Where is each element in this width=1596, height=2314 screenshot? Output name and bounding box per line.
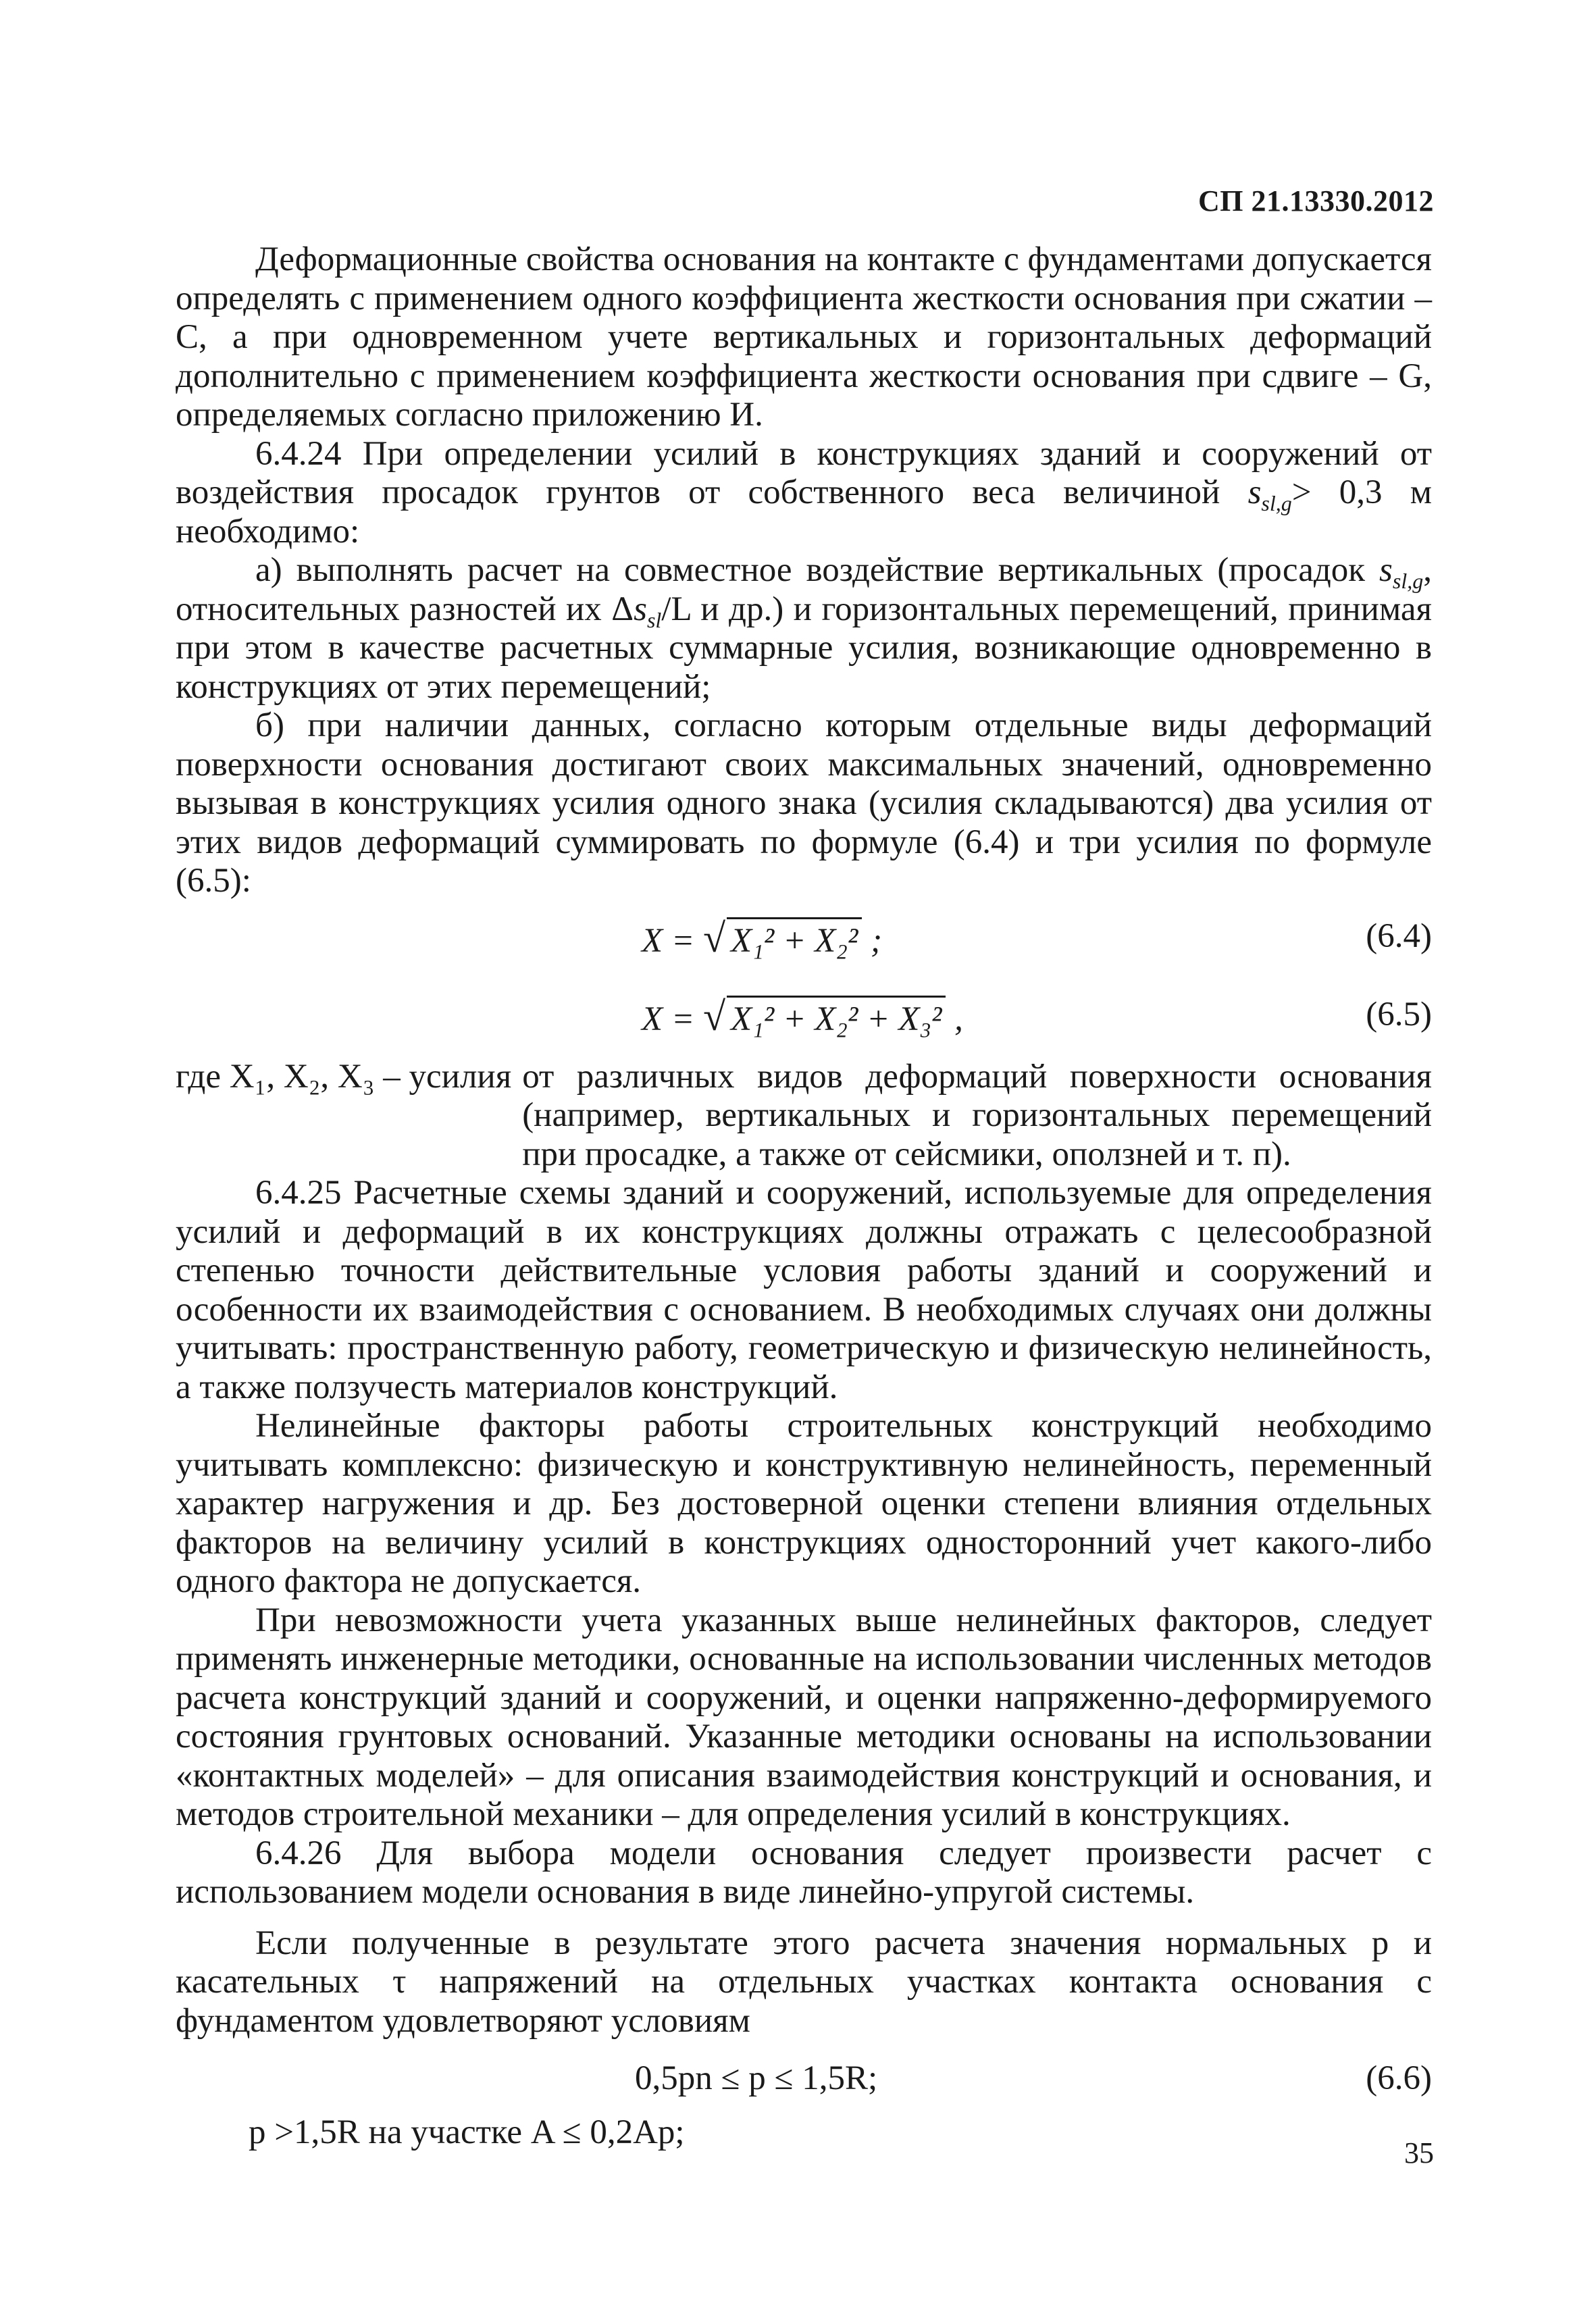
paragraph: Если полученные в результате этого расчета значения нормальных p и касательных τ напряжений на отдельных участках контакта основания с фундаментом удовлетворяют условиям	[176, 1924, 1432, 2040]
document-code: СП 21.13330.2012	[1198, 184, 1434, 217]
variable: s	[634, 590, 647, 628]
condition-line: p >1,5R на участке A ≤ 0,2Ap;	[249, 2113, 685, 2151]
subscript: sl	[646, 607, 662, 632]
formula-tail: ;	[862, 921, 883, 960]
list-item-a	[176, 551, 1432, 706]
formula-number: (6.6)	[1366, 2059, 1432, 2097]
formula-lhs: X =	[642, 921, 704, 960]
text: /L и др.) и горизонтальных перемещений, принимая при этом в качестве расчетных суммарные усилия, возникающие одновременно в конструкциях от этих перемещений;	[176, 590, 1432, 706]
where-clause	[176, 1058, 1432, 1175]
formula-6-4	[176, 901, 1432, 979]
paragraph: При невозможности учета указанных выше нелинейных факторов, следует применять инженерные методики, основанные на использовании численных методов расчета конструкций зданий и сооружений, и оценки напряженно-деформируемого состояния грунтовых оснований. Указанные методики основаны на использовании «контактных моделей» – для описания взаимодействия конструкций и основания, и методов строительной механики – для определения усилий в конструкциях.	[176, 1601, 1432, 1833]
radicand: X₁² + X₂²	[727, 917, 862, 961]
page-body	[176, 240, 1432, 2153]
formula-tail: ,	[946, 1000, 963, 1038]
list-item-b: б) при наличии данных, согласно которым отдельные виды деформаций поверхности основания достигают своих максимальных значений, одновременно вызывая в конструкциях усилия одного знака (усилия складываются) два усилия от этих видов деформаций суммировать по формуле (6.4) и три усилия по формуле (6.5):	[176, 706, 1432, 900]
formula-number: (6.5)	[1366, 995, 1432, 1033]
text: , относительных разностей их Δ	[176, 551, 1432, 628]
paragraph-6-4-26: 6.4.26 Для выбора модели основания следует произвести расчет с использованием модели основания в виде линейно-упругой системы.	[176, 1834, 1432, 1911]
paragraph: Нелинейные факторы работы строительных конструкций необходимо учитывать комплексно: физическую и конструктивную нелинейность, переменный характер нагружения и др. Без достоверной оценки степени влияния отдельных факторов на величину усилий в конструкциях односторонний учет какого-либо одного фактора не допускается.	[176, 1407, 1432, 1600]
paragraph-6-4-24	[176, 435, 1432, 552]
variable: s	[1247, 473, 1262, 511]
text: > 0,3 м необходимо:	[176, 473, 1432, 550]
formula-expression	[642, 917, 882, 961]
formula-expression: 0,5pn ≤ p ≤ 1,5R;	[635, 2059, 878, 2097]
subscript: sl,g	[1392, 569, 1424, 594]
where-body: от различных видов деформаций поверхности основания (например, вертикальных и горизонтальных перемещений при просадке, а также от сейсмики, оползней и т. п).	[522, 1057, 1432, 1173]
paragraph: Деформационные свойства основания на контакте с фундаментами допускается определять с применением одного коэффициента жесткости основания при сжатии – C, а при одновременном учете вертикальных и горизонтальных деформаций дополнительно с применением коэффициента жесткости основания при сдвиге – G, определяемых согласно приложению И.	[176, 240, 1432, 434]
formula-6-6	[176, 2040, 1432, 2113]
formula-number: (6.4)	[1366, 917, 1432, 955]
where-lead: где X₁, X₂, X₃ – усилия	[176, 1057, 512, 1096]
text: а) выполнять расчет на совместное воздействие вертикальных (просадок	[255, 551, 1380, 589]
subscript: sl,g	[1261, 491, 1292, 516]
formula-lhs: X =	[642, 1000, 704, 1038]
text: 6.4.24 При определении усилий в конструкциях зданий и сооружений от воздействия просадок грунтов от собственного веса величиной	[176, 434, 1432, 511]
page-number: 35	[1404, 2136, 1434, 2169]
formula-expression	[642, 996, 963, 1039]
formula-6-5	[176, 979, 1432, 1058]
paragraph-6-4-25: 6.4.25 Расчетные схемы зданий и сооружений, используемые для определения усилий и деформаций в их конструкциях должны отражать с целесообразной степенью точности действительные условия работы зданий и сооружений и особенности их взаимодействия с основанием. В необходимых случаях они должны учитывать: пространственную работу, геометрическую и физическую нелинейность, а также ползучесть материалов конструкций.	[176, 1174, 1432, 1406]
variable: s	[1379, 551, 1393, 589]
radical-sign: √	[703, 915, 726, 960]
radicand: X₁² + X₂² + X₃²	[727, 996, 946, 1039]
radical-sign: √	[703, 994, 726, 1039]
